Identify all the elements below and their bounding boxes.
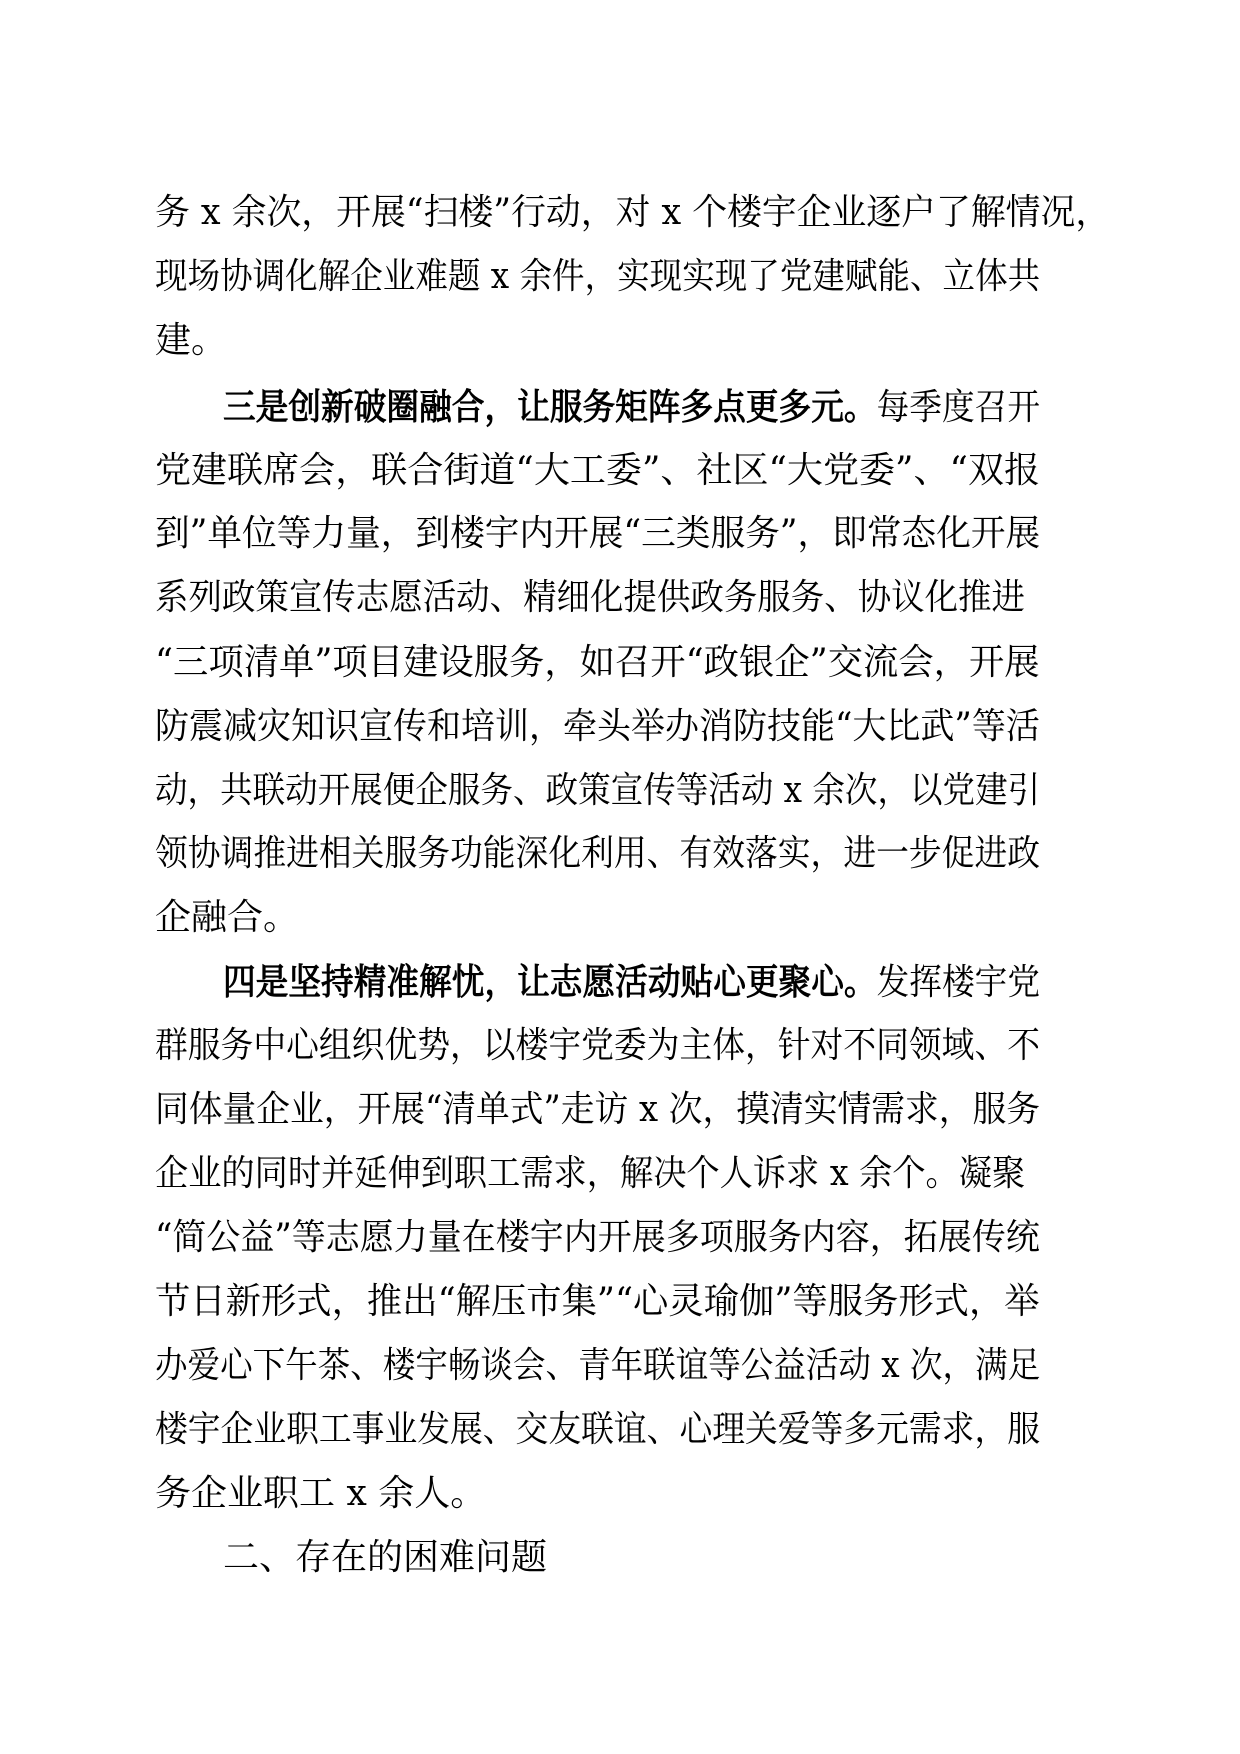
paragraph-3-line-2: 群服务中心组织优势，以楼宇党委为主体，针对不同领域、不 bbox=[155, 1025, 1041, 1066]
paragraph-3-line-3: 同体量企业，开展“清单式”走访 x 次，摸清实情需求，服务 bbox=[155, 1089, 1040, 1130]
paragraph-3-line-5: “简公益”等志愿力量在楼宇内开展多项服务内容，拓展传统 bbox=[155, 1217, 1040, 1258]
paragraph-3-line-4: 企业的同时并延伸到职工需求，解决个人诉求 x 余个。凝聚 bbox=[155, 1153, 1026, 1194]
paragraph-2-lead-rest: 每季度召开 bbox=[876, 387, 1041, 428]
paragraph-2-line-4: 系列政策宣传志愿活动、精细化提供政务服务、协议化推进 bbox=[155, 577, 1026, 618]
paragraph-2-line-3: 到”单位等力量，到楼宇内开展“三类服务”，即常态化开展 bbox=[155, 513, 1041, 554]
paragraph-2-line-8: 领协调推进相关服务功能深化利用、有效落实，进一步促进政 bbox=[155, 833, 1041, 874]
paragraph-2-line-5: “三项清单”项目建设服务，如召开“政银企”交流会，开展 bbox=[155, 642, 1040, 683]
paragraph-1-line-1: 务 x 余次，开展“扫楼”行动，对 x 个楼宇企业逐户了解情况， bbox=[155, 192, 1111, 233]
paragraph-3-line-9: 务企业职工 x 余人。 bbox=[155, 1473, 487, 1514]
paragraph-2-line-9: 企融合。 bbox=[155, 897, 300, 938]
paragraph-2-line-6: 防震减灾知识宣传和培训，牵头举办消防技能“大比武”等活 bbox=[155, 706, 1040, 747]
paragraph-1-line-3: 建。 bbox=[155, 320, 228, 361]
paragraph-3-line-8: 楼宇企业职工事业发展、交友联谊、心理关爱等多元需求，服 bbox=[155, 1409, 1041, 1450]
paragraph-3-first-line bbox=[223, 962, 1040, 1003]
section-heading: 二、存在的困难问题 bbox=[223, 1537, 548, 1578]
paragraph-2-lead: 三是创新破圈融合，让服务矩阵多点更多元。 bbox=[223, 386, 877, 428]
paragraph-2-first-line bbox=[223, 387, 1040, 428]
paragraph-3-lead: 四是坚持精准解忧，让志愿活动贴心更聚心。 bbox=[223, 961, 877, 1003]
paragraph-2-line-2: 党建联席会，联合街道“大工委”、社区“大党委”、“双报 bbox=[155, 450, 1041, 491]
paragraph-3-line-6: 节日新形式，推出“解压市集”“心灵瑜伽”等服务形式，举 bbox=[155, 1281, 1040, 1322]
paragraph-3-line-7: 办爱心下午茶、楼宇畅谈会、青年联谊等公益活动 x 次，满足 bbox=[155, 1345, 1041, 1386]
paragraph-1-line-2: 现场协调化解企业难题 x 余件，实现实现了党建赋能、立体共 bbox=[155, 256, 1041, 297]
paragraph-3-lead-rest: 发挥楼宇党 bbox=[876, 962, 1041, 1003]
paragraph-2-line-7: 动，共联动开展便企服务、政策宣传等活动 x 余次，以党建引 bbox=[155, 770, 1041, 811]
